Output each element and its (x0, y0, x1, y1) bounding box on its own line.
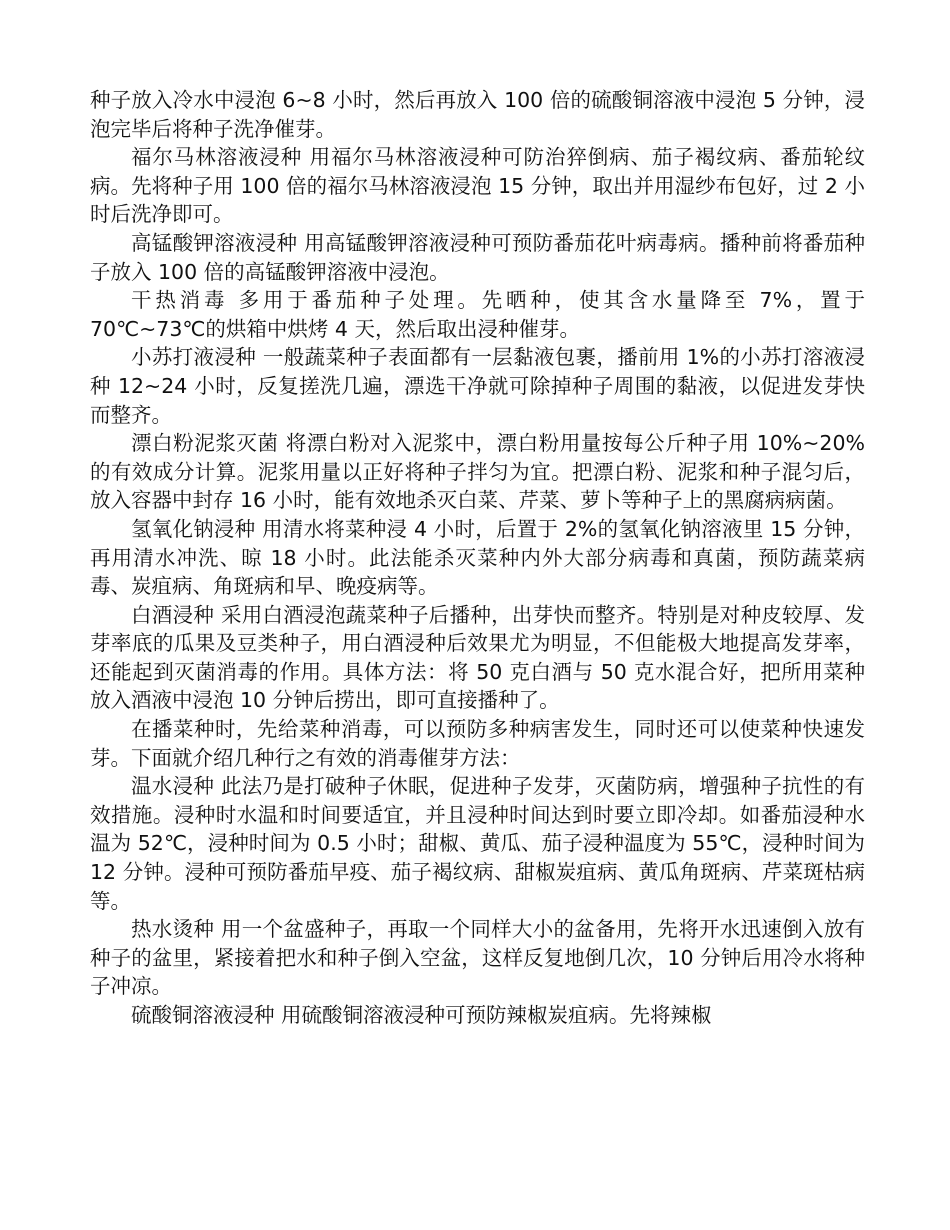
paragraph-baking-soda: 小苏打液浸种 一般蔬菜种子表面都有一层黏液包裹，播前用 1%的小苏打溶液浸种 12~24 小时，反复搓洗几遍，漂选干净就可除掉种子周围的黏液，以促进发芽快而整齐。 (90, 345, 865, 427)
paragraph-continuation: 种子放入冷水中浸泡 6~8 小时，然后再放入 100 倍的硫酸铜溶液中浸泡 5 分钟，浸泡完毕后将种子洗净催芽。 (90, 88, 865, 141)
paragraph-sodium-hydroxide: 氢氧化钠浸种 用清水将菜种浸 4 小时，后置于 2%的氢氧化钠溶液里 15 分钟，再用清水冲洗、晾 18 小时。此法能杀灭菜种内外大部分病毒和真菌，预防蔬菜病毒、炭疽病、角斑病和早、晚疫病等。 (90, 516, 865, 599)
paragraph-liquor-soak: 白酒浸种 采用白酒浸泡蔬菜种子后播种，出芽快而整齐。特别是对种皮较厚、发芽率底的瓜果及豆类种子，用白酒浸种后效果尤为明显，不但能极大地提高发芽率，还能起到灭菌消毒的作用。具体方法：将 50 克白酒与 50 克水混合好，把所用菜种放入酒液中浸泡 10 分钟后捞出，即可直接播种了。 (90, 602, 865, 713)
paragraph-hot-water: 热水烫种 用一个盆盛种子，再取一个同样大小的盆备用，先将开水迅速倒入放有种子的盆里，紧接着把水和种子倒入空盆，这样反复地倒几次，10 分钟后用冷水将种子冲凉。 (90, 917, 865, 999)
paragraph-dry-heat: 干热消毒 多用于番茄种子处理。先晒种，使其含水量降至 7%，置于 70℃~73℃的烘箱中烘烤 4 天，然后取出浸种催芽。 (90, 288, 865, 341)
paragraph-copper-sulfate: 硫酸铜溶液浸种 用硫酸铜溶液浸种可预防辣椒炭疽病。先将辣椒 (131, 1003, 712, 1027)
document-page (90, 86, 865, 1030)
paragraph-intro: 在播菜种时，先给菜种消毒，可以预防多种病害发生，同时还可以使菜种快速发芽。下面就介绍几种行之有效的消毒催芽方法： (90, 717, 865, 770)
paragraph-permanganate-soak: 高锰酸钾溶液浸种 用高锰酸钾溶液浸种可预防番茄花叶病毒病。播种前将番茄种子放入 100 倍的高锰酸钾溶液中浸泡。 (90, 230, 865, 284)
paragraph-formalin-soak: 福尔马林溶液浸种 用福尔马林溶液浸种可防治猝倒病、茄子褐纹病、番茄轮纹病。先将种子用 100 倍的福尔马林溶液浸泡 15 分钟，取出并用湿纱布包好，过 2 小时后洗净即可。 (90, 145, 865, 227)
paragraph-bleach-slurry: 漂白粉泥浆灭菌 将漂白粉对入泥浆中，漂白粉用量按每公斤种子用 10%~20%的有效成分计算。泥浆用量以正好将种子拌匀为宜。把漂白粉、泥浆和种子混匀后，放入容器中封存 16 小时，能有效地杀灭白菜、芹菜、萝卜等种子上的黑腐病病菌。 (90, 431, 865, 513)
paragraph-warm-water: 温水浸种 此法乃是打破种子休眠，促进种子发芽，灭菌防病，增强种子抗性的有效措施。浸种时水温和时间要适宜，并且浸种时间达到时要立即冷却。如番茄浸种水温为 52℃，浸种时间为 0.5 小时；甜椒、黄瓜、茄子浸种温度为 55℃，浸种时间为 12 分钟。浸种可预防番茄早疫、茄子褐纹病、甜椒炭疽病、黄瓜角斑病、芹菜斑枯病等。 (90, 774, 865, 913)
